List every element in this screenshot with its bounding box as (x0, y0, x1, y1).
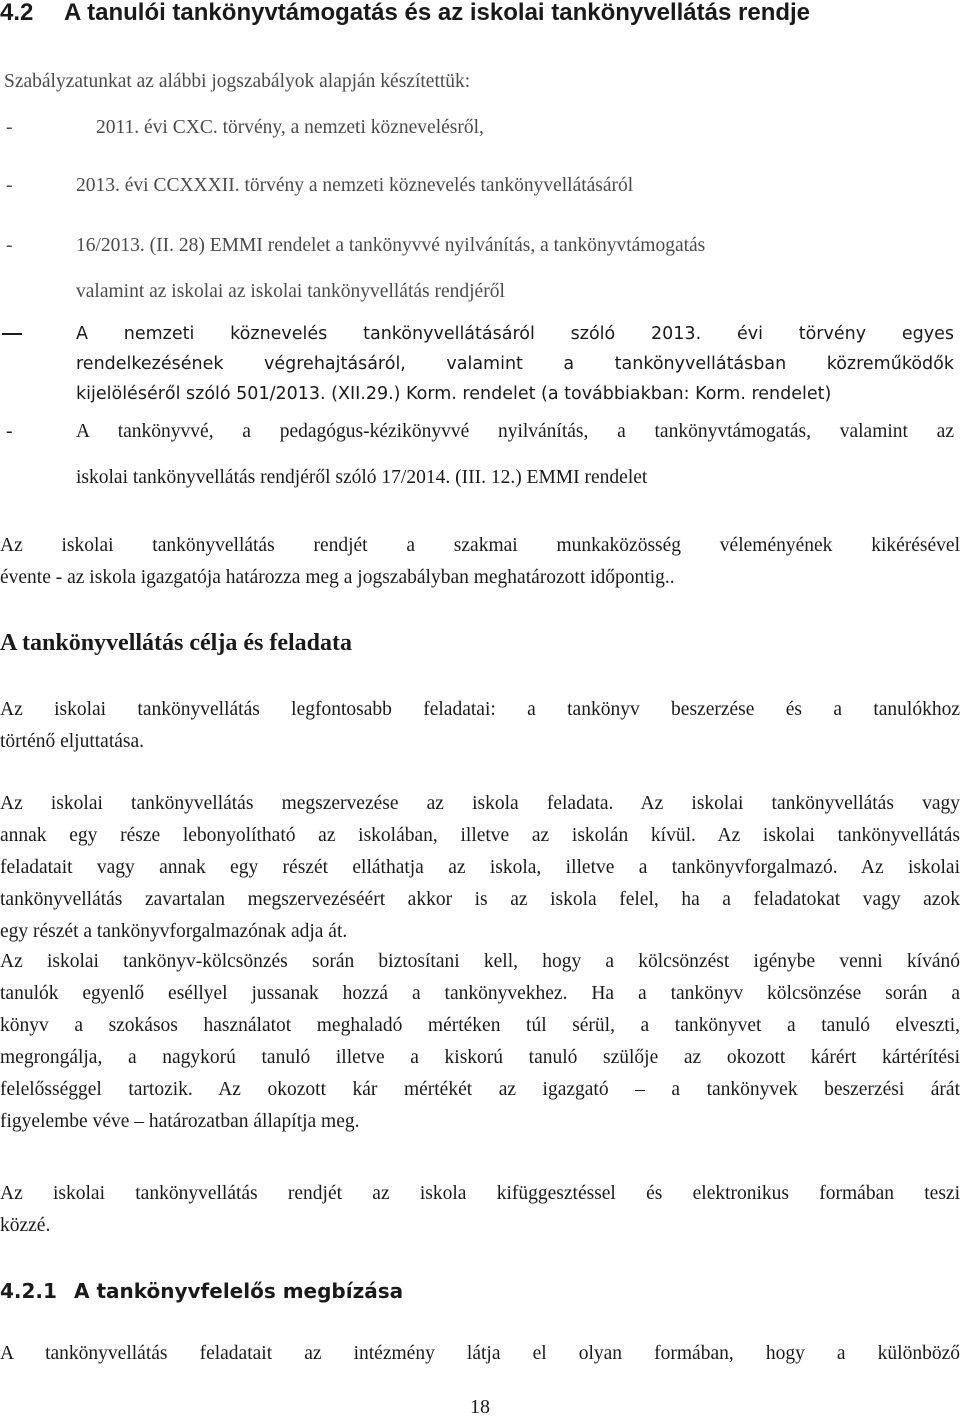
paragraph: Az iskolai tankönyv-kölcsönzés során biztosítani kell, hogy a kölcsönzést igénybe venni kívánó tanulók egyenlő eséllyel jussanak hozzá a tankönyvekhez. Ha a tankönyv kölcsönzése során a könyv a szokásos használatot meghaladó mértéken túl sérül, a tankönyvet a tanuló elveszti, megrongálja, a nagykorú tanuló illetve a kiskorú tanuló szülője az okozott kárért kártérítési felelősséggel tartozik. Az okozott kár mértékét az igazgató – a tankönyvek beszerzési árát figyelembe véve – határozatban állapítja meg. (0, 951, 960, 1132)
paragraph: A tankönyvellátás feladatait az intézmény látja el olyan formában, hogy a különböző (0, 1343, 960, 1364)
section-heading (0, 0, 960, 28)
dash-marker (2, 333, 22, 335)
subsection-number: 4.2.1 (0, 1279, 57, 1303)
paragraph: Az iskolai tankönyvellátás rendjét az iskola kifüggesztéssel és elektronikus formában teszi közzé. (0, 1183, 960, 1236)
subsection-heading (0, 1276, 960, 1306)
section-title: A tanulói tankönyvtámogatás és az iskolai tankönyvellátás rendje (64, 0, 811, 26)
subheading: A tankönyvellátás célja és feladata (0, 630, 352, 656)
subsection-title: A tankönyvfelelős megbízása (74, 1279, 404, 1303)
list-item: - 2011. évi CXC. törvény, a nemzeti köznevelésről, (6, 117, 484, 138)
section-number: 4.2 (0, 0, 34, 26)
paragraph: Az iskolai tankönyvellátás rendjét a szakmai munkaközösség véleményének kikérésével évente - az iskola igazgatója határozza meg a jogszabályban meghatározott időpontig.. (0, 535, 960, 588)
list-item: - 2013. évi CCXXXII. törvény a nemzeti köznevelés tankönyvellátásáról (6, 175, 634, 196)
page-number: 18 (470, 1396, 490, 1418)
intro-text: Szabályzatunkat az alábbi jogszabályok alapján készítettük: (4, 71, 471, 92)
paragraph: Az iskolai tankönyvellátás legfontosabb feladatai: a tankönyv beszerzése és a tanulókhoz történő eljuttatása. (0, 699, 960, 752)
paragraph: Az iskolai tankönyvellátás megszervezése az iskola feladata. Az iskolai tankönyvellátás vagy annak egy része lebonyolítható az iskolában, illetve az iskolán kívül. Az iskolai tankönyvellátás feladatait vagy annak egy részét elláthatja az iskola, illetve a tankönyvforgalmazó. Az iskolai tankönyvellátás zavartalan megszervezéséért akkor is az iskola felel, ha a feladatokat vagy azok egy részét a tankönyvforgalmazónak adja át. (0, 793, 960, 942)
list-item: A nemzeti köznevelés tankönyvellátásáról szóló 2013. évi törvény egyes rendelkezésének végrehajtásáról, valamint a tankönyvellátásban közreműködők kijelöléséről szóló 501/2013. (XII.29.) Korm. rendelet (a továbbiakban: Korm. rendelet) (0, 320, 960, 420)
list-item: - 16/2013. (II. 28) EMMI rendelet a tankönyvvé nyilvánítás, a tankönyvtámogatás valamint az iskolai az iskolai tankönyvellátás rendjéről (6, 235, 706, 302)
list-item: - A tankönyvvé, a pedagógus-kézikönyvvé nyilvánítás, a tankönyvtámogatás, valamint az iskolai tankönyvellátás rendjéről szóló 17/2014. (III. 12.) EMMI rendelet (6, 421, 954, 488)
